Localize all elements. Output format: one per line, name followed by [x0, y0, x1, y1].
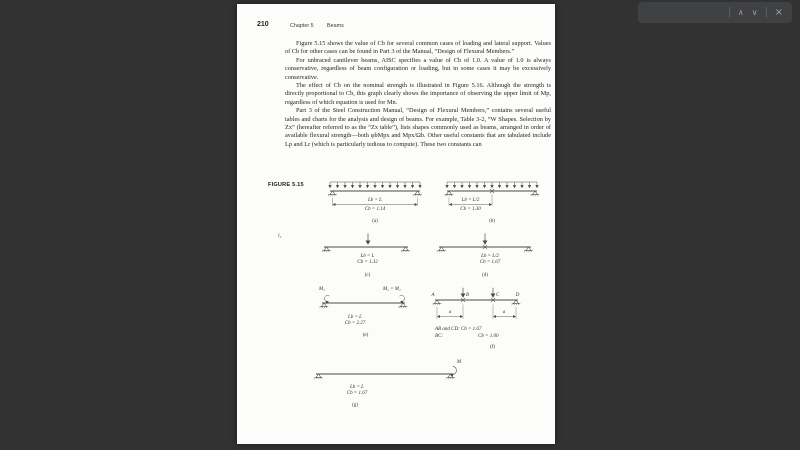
- case-caption: (e): [362, 333, 369, 338]
- toolbar-divider: [729, 7, 730, 18]
- paragraph: For unbraced cantilever beams, AISC specifies a value of Cb of 1.0. A value of 1.0 is always conservative, regardless of beam configuration or loading, but in some cases it may be excessively conservative.: [285, 56, 551, 81]
- case-caption: (g): [352, 402, 358, 408]
- beam-case-b: [442, 180, 542, 230]
- chevron-down-icon[interactable]: ∨: [751, 7, 758, 17]
- find-toolbar: [638, 2, 792, 23]
- paragraph: Figure 5.15 shows the value of Cb for several common cases of loading and lateral support. Values of Cb for other cases can be found in Part 3 of the Manual, “Design of Flexural Members.”: [285, 40, 551, 56]
- cb-segments-line1: AB and CD: Cb = 1.67: [435, 327, 482, 332]
- moment-m2-label: M₂ = M₁: [383, 287, 401, 292]
- moment-arrow: [450, 366, 456, 374]
- unbraced-length-label: Lb = L/2: [461, 197, 480, 203]
- section-label: Beams: [327, 22, 344, 29]
- paragraph: Part 3 of the Steel Construction Manual, “Design of Flexural Members,” contains several useful tables and charts for the analysis and design of beams. For example, Table 3-2, “W Shapes. Selection by Zx” (hereafter referred to as the “Zx table”), lists shapes commonly used as beams, arranged in order of available flexural strength—both φbMpx and Mpx/Ωb. Other useful constants that are tabulated include Lp and Lr (which is particularly tedious to compute). These two constants can: [285, 107, 551, 148]
- unbraced-length-label: Lb = L: [368, 197, 382, 203]
- cb-value-label: Cb = 1.30: [460, 206, 481, 212]
- paragraph: The effect of Cb on the nominal strength is illustrated in Figure 5.16. Although the strength is directly proportional to Cb, this graph clearly shows the importance of observing the upper limit of Mp, regardless of which equation is used for Mn.: [285, 82, 551, 106]
- moment-m1-label: M₁: [319, 287, 325, 292]
- point-a-label: A: [431, 292, 435, 298]
- beam-case-f: [430, 287, 545, 353]
- document-page: [237, 4, 555, 444]
- chevron-up-icon[interactable]: ∧: [737, 7, 744, 17]
- cb-value-label: Cb = 1.32: [357, 259, 378, 265]
- close-icon[interactable]: ×: [774, 6, 783, 18]
- unbraced-length-label: Lb = L: [360, 253, 375, 259]
- cb-value-label: Cb = 2.27: [344, 320, 366, 326]
- figure-label: FIGURE 5.15: [268, 182, 304, 188]
- cb-value-label: Cb = 1.14: [364, 206, 386, 212]
- point-b-label: B: [465, 292, 470, 298]
- beam-diagram-c: [320, 232, 415, 254]
- beam-case-c: [320, 232, 415, 282]
- cb-value-label: Cb = 1.67: [479, 259, 501, 265]
- dimension-a-right: a: [502, 309, 506, 315]
- toolbar-divider: [766, 7, 767, 18]
- margin-note: l₂: [278, 233, 282, 239]
- moment-arrow: [324, 295, 329, 301]
- case-caption: (d): [482, 272, 488, 278]
- case-caption: (b): [489, 219, 495, 224]
- beam-case-a: [322, 180, 428, 230]
- unbraced-length-label: Lb = L/2: [481, 253, 499, 259]
- case-caption: (a): [372, 219, 378, 224]
- dimension-a-left: a: [448, 309, 452, 315]
- beam-case-d: [435, 232, 535, 282]
- cb-value-label: Cb = 1.67: [346, 390, 368, 396]
- chapter-label: Chapter 5: [290, 22, 314, 29]
- beam-case-g: [307, 360, 467, 412]
- moment-arrow: [399, 295, 404, 301]
- point-d-label: D: [515, 292, 520, 298]
- cb-segment-bc-value: Cb = 1.00: [478, 333, 499, 339]
- body-text: [285, 40, 551, 149]
- beam-diagram-g: [307, 360, 467, 384]
- cb-segment-bc-label: BC:: [435, 333, 444, 339]
- point-c-label: C: [495, 292, 500, 298]
- moment-m-label: M: [456, 360, 462, 365]
- beam-diagram-d: [435, 232, 535, 254]
- unbraced-length-label: Lb = L: [348, 314, 362, 320]
- page-number: 210: [257, 20, 269, 28]
- case-caption: (c): [364, 272, 371, 278]
- unbraced-length-label: Lb = L: [350, 384, 364, 390]
- beam-case-e: [317, 287, 414, 343]
- case-caption: (f): [490, 345, 495, 350]
